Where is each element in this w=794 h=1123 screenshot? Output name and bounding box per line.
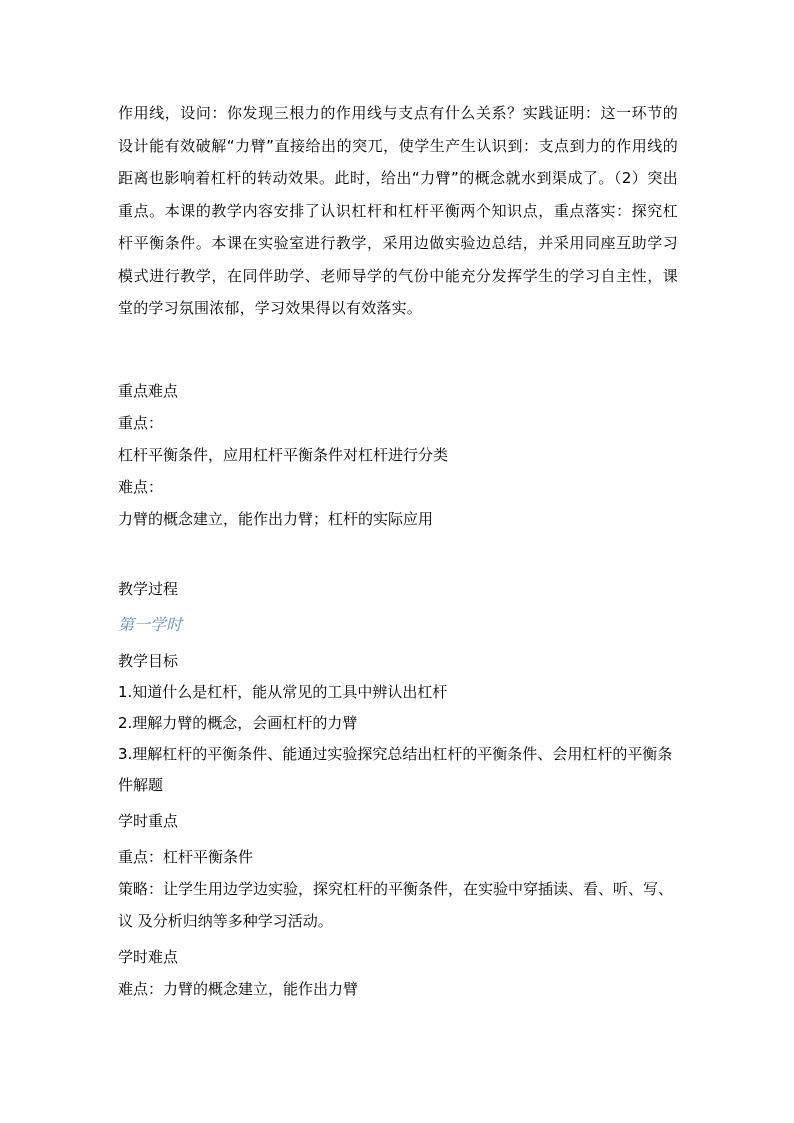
page-content: [118, 97, 678, 1005]
objective-item: 1.知道什么是杠杆，能从常见的工具中辨认出杠杆: [118, 682, 448, 701]
lesson-difficulty: 难点：力臂的概念建立，能作出力臂: [118, 979, 359, 998]
strategy: 策略：让学生用边学边实验，探究杠杆的平衡条件，在实验中穿插读、看、听、写、议 及分析归纳等多种学习活动。: [118, 879, 674, 930]
process-heading: 教学过程: [118, 579, 179, 598]
difficulty-text: 力臂的概念建立，能作出力臂；杠杆的实际应用: [118, 509, 434, 528]
lesson-focus-heading: 学时重点: [118, 811, 179, 830]
focus-text: 杠杆平衡条件，应用杠杆平衡条件对杠杆进行分类: [118, 445, 449, 464]
objective-item: 3.理解杠杆的平衡条件、能通过实验探究总结出杠杆的平衡条件、会用杠杆的平衡条件解题: [118, 744, 673, 794]
objective-item: 2.理解力臂的概念，会画杠杆的力臂: [118, 713, 358, 732]
objectives-heading: 教学目标: [118, 651, 179, 670]
intro-paragraph: 作用线，设问：你发现三根力的作用线与支点有什么关系？实践证明：这一环节的设计能有效破解“力臂”直接给出的突兀，使学生产生认识到：支点到力的作用线的距离也影响着杠杆的转动效果。此时，给出“力臂”的概念就水到渠成了。（2）突出重点。本课的教学内容安排了认识杠杆和杠杆平衡两个知识点，重点落实：探究杠杆平衡条件。本课在实验室进行教学，采用边做实验边总结，并采用同座互助学习模式进行教学，在同伴助学、老师导学的气份中能充分发挥学生的学习自主性，课堂的学习氛围浓郁，学习效果得以有效落实。: [118, 104, 678, 317]
lesson-focus: 重点：杠杆平衡条件: [118, 847, 254, 866]
objectives-list: [118, 677, 678, 801]
focus-label: 重点：: [118, 413, 164, 432]
difficulty-label: 难点：: [118, 477, 164, 496]
lesson-title: 第一学时: [118, 614, 183, 634]
lesson-difficulty-heading: 学时难点: [118, 947, 179, 966]
key-points-heading: 重点难点: [118, 381, 179, 400]
